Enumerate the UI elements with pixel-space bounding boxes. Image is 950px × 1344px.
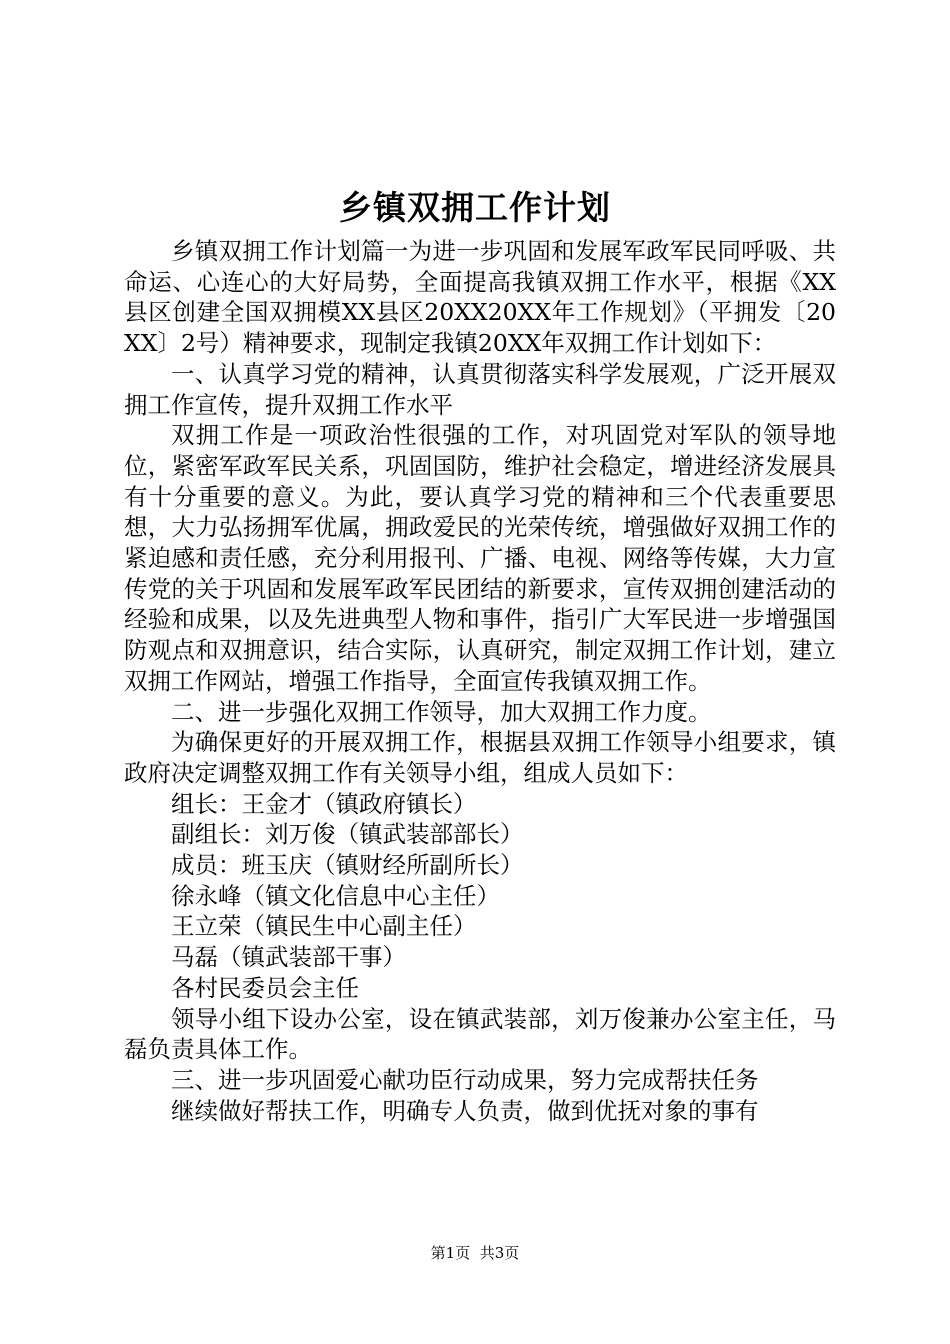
page-footer: [0, 1243, 950, 1263]
member-3: 王立荣（镇民生中心副主任）: [171, 912, 477, 941]
paragraph-office: 领导小组下设办公室，设在镇武装部，刘万俊兼办公室主任，马磊负责具体工作。: [124, 1004, 836, 1064]
paragraph-section-1: 双拥工作是一项政治性很强的工作，对巩固党对军队的领导地位，紧密军政军民关系，巩固国防，维护社会稳定，增进经济发展具有十分重要的意义。为此，要认真学习党的精神和三个代表重要思想，大力弘扬拥军优属，拥政爱民的光荣传统，增强做好双拥工作的紧迫感和责任感，充分利用报刊、广播、电视、网络等传媒，大力宣传党的关于巩固和发展军政军民团结的新要求，宣传双拥创建活动的经验和成果，以及先进典型人物和事件，指引广大军民进一步增强国防观点和双拥意识，结合实际，认真研究，制定双拥工作计划，建立双拥工作网站，增强工作指导，全面宣传我镇双拥工作。: [124, 421, 836, 695]
heading-section-1: 一、认真学习党的精神，认真贯彻落实科学发展观，广泛开展双拥工作宣传，提升双拥工作水平: [124, 359, 836, 419]
member-leader: 组长：王金才（镇政府镇长）: [171, 789, 477, 818]
paragraph-section-2: 为确保更好的开展双拥工作，根据县双拥工作领导小组要求，镇政府决定调整双拥工作有关领导小组，组成人员如下：: [124, 728, 836, 787]
heading-section-2: 二、进一步强化双拥工作领导，加大双拥工作力度。: [171, 697, 712, 726]
heading-section-3: 三、进一步巩固爱心献功臣行动成果，努力完成帮扶任务: [171, 1065, 759, 1094]
member-2: 徐永峰（镇文化信息中心主任）: [171, 881, 500, 910]
document-body: [124, 236, 836, 1126]
paragraph-section-3: 继续做好帮扶工作，明确专人负责，做到优抚对象的事有: [171, 1096, 759, 1125]
member-4: 马磊（镇武装部干事）: [171, 943, 406, 972]
document-title: 乡镇双拥工作计划: [339, 188, 611, 227]
page-number: 第1页: [430, 1244, 471, 1262]
member-1: 成员：班玉庆（镇财经所副所长）: [171, 851, 524, 880]
member-5: 各村民委员会主任: [171, 973, 359, 1002]
page-total: 共3页: [479, 1244, 520, 1262]
member-deputy-leader: 副组长：刘万俊（镇武装部部长）: [171, 820, 524, 849]
paragraph-intro: 乡镇双拥工作计划篇一为进一步巩固和发展军政军民同呼吸、共命运、心连心的大好局势，全面提高我镇双拥工作水平，根据《XX县区创建全国双拥模XX县区20XX20XX年工作规划》（平拥发〔20XX〕2号）精神要求，现制定我镇20XX年双拥工作计划如下：: [124, 237, 836, 358]
